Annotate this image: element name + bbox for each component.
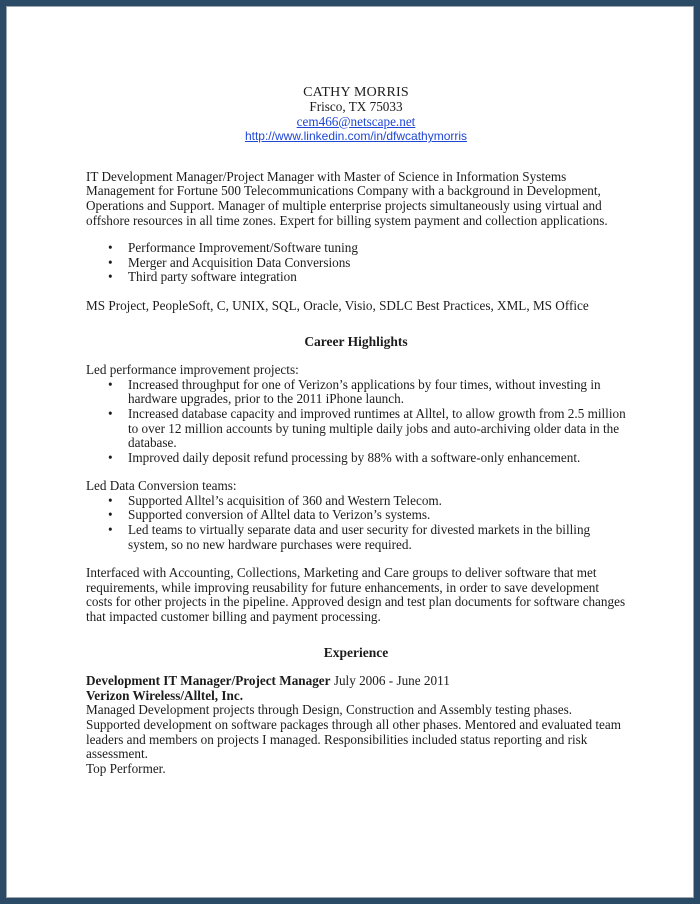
performance-group: [86, 363, 626, 465]
list-item: • Merger and Acquisition Data Conversions: [108, 254, 351, 270]
bullet-icon: •: [108, 269, 113, 285]
bullet-icon: •: [108, 240, 113, 256]
job-dates: July 2006 - June 2011: [330, 673, 450, 689]
list-item: • Increased throughput for one of Verizon’s applications by four times, without investing in hardware upgrades, prior to the 2011 iPhone launch.: [108, 376, 601, 407]
list-item: • Increased database capacity and improved runtimes at Alltel, to allow growth from 2.5 million to over 12 million accounts by tuning multiple daily jobs and auto-archiving older data in the database.: [108, 405, 626, 451]
linkedin-link[interactable]: http://www.linkedin.com/in/dfwcathymorris: [244, 129, 468, 144]
career-highlights-heading: Career Highlights: [304, 333, 408, 349]
performance-list: [86, 378, 626, 466]
list-item: • Performance Improvement/Software tuning: [108, 240, 358, 256]
career-closing-paragraph: Interfaced with Accounting, Collections, Marketing and Care groups to deliver software that met requirements, while improving reusability for future enhancements, in order to save development costs for other projects in the pipeline. Approved design and test plan documents for software changes that impacted customer billing and payment processing.: [86, 565, 626, 625]
resume-page: [6, 6, 694, 898]
job-description: Managed Development projects through Design, Construction and Assembly testing phases. Supported development on software packages through all other phases. Mentored and evaluated team leaders and members on projects I managed. Responsibilities included status reporting and risk assessment.: [86, 702, 622, 762]
list-item: • Led teams to virtually separate data and user security for divested markets in the billing system, so no new hardware purchases were required.: [108, 522, 591, 552]
conversion-list: [86, 494, 626, 552]
bullet-icon: •: [108, 449, 113, 465]
experience-heading: Experience: [323, 644, 389, 660]
bullet-icon: •: [108, 507, 113, 523]
resume-content: [86, 85, 626, 776]
bullet-icon: •: [108, 254, 113, 270]
bullet-icon: •: [108, 405, 113, 421]
list-item: • Supported Alltel’s acquisition of 360 and Western Telecom.: [108, 492, 442, 508]
list-item: • Improved daily deposit refund processing by 88% with a software-only enhancement.: [108, 449, 581, 465]
job-award: Top Performer.: [86, 760, 166, 776]
job-title: Development IT Manager/Project Manager: [86, 673, 331, 689]
company-name: Verizon Wireless/Alltel, Inc.: [86, 687, 244, 703]
group-intro: Led Data Conversion teams:: [86, 478, 237, 494]
job-entry: [86, 674, 626, 776]
skills-list: [86, 241, 626, 285]
candidate-name: CATHY MORRIS: [303, 85, 409, 100]
email-link[interactable]: cem466@netscape.net: [296, 113, 416, 129]
summary-paragraph: IT Development Manager/Project Manager with Master of Science in Information Systems Management for Fortune 500 Telecommunications Company with a background in Development, Operations and Support. Manager of multiple enterprise projects simultaneously using virtual and offshore resources in all time zones. Expert for billing system payment and collection applications.: [86, 168, 608, 228]
resume-header: [86, 85, 626, 144]
candidate-location: Frisco, TX 75033: [309, 99, 403, 114]
bullet-icon: •: [108, 522, 113, 538]
group-intro: Led performance improvement projects:: [86, 362, 299, 378]
job-heading: [86, 674, 626, 689]
list-item: • Third party software integration: [108, 269, 297, 285]
bullet-icon: •: [108, 376, 113, 392]
technologies-line: MS Project, PeopleSoft, C, UNIX, SQL, Oracle, Visio, SDLC Best Practices, XML, MS Office: [86, 297, 589, 313]
bullet-icon: •: [108, 492, 113, 508]
list-item: • Supported conversion of Alltel data to Verizon’s systems.: [108, 507, 431, 523]
conversion-group: [86, 479, 626, 552]
